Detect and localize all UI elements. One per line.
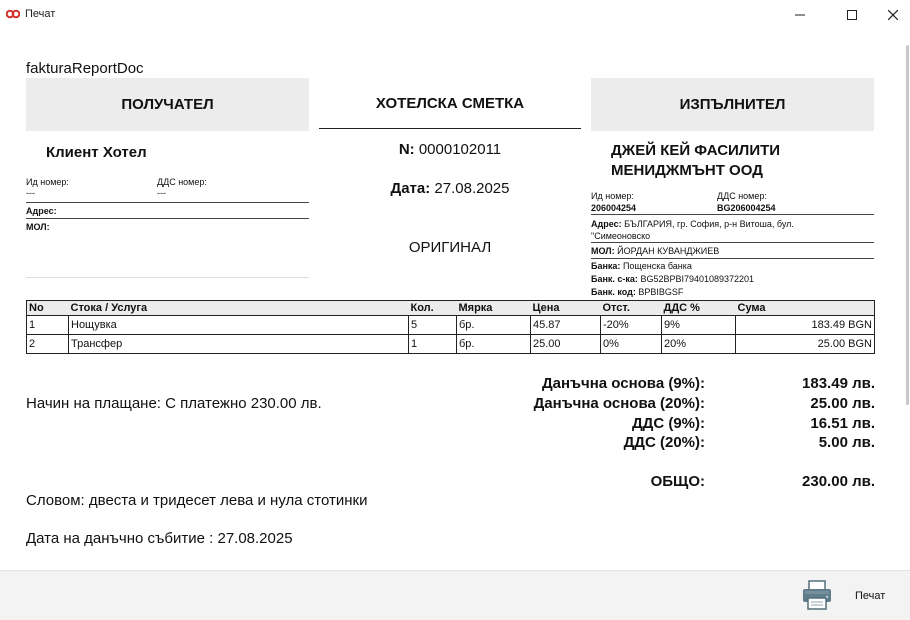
supplier-name: ДЖЕЙ КЕЙ ФАСИЛИТИ МЕНИДЖМЪНТ ООД [611,142,781,179]
print-button-label[interactable]: Печат [855,590,886,602]
supplier-bank [591,261,692,271]
invoice-date-label: Дата: [390,180,431,197]
column-header: Стока / Услуга [69,301,409,316]
vat-20-label: ДДС (20%): [623,434,705,451]
supplier-address [591,218,851,242]
items-table [26,300,875,354]
maximize-icon [847,10,857,20]
table-header-row [27,301,875,316]
divider [26,202,309,203]
table-cell: 45.87 [531,316,601,335]
divider [591,214,874,215]
table-cell: 1 [409,335,457,354]
invoice-number-value: 0000102011 [418,141,502,158]
column-header: ДДС % [662,301,736,316]
table-cell: -20% [601,316,662,335]
supplier-account-value: BG52BPBI79401089372201 [640,274,755,284]
copy-type: ОРИГИНАЛ [408,239,492,256]
maximize-button[interactable] [829,0,875,29]
recipient-header: ПОЛУЧАТЕЛ [26,78,309,131]
recipient-id-label: Ид номер: [26,177,69,187]
column-header: Мярка [457,301,531,316]
total-label: ОБЩО: [650,473,705,490]
recipient-vat-value: --- [157,188,166,198]
supplier-id-label: Ид номер: [591,191,634,201]
document-title: ХОТЕЛСКА СМЕТКА [375,95,525,112]
table-cell: 9% [662,316,736,335]
report-name: fakturaReportDoc [26,60,144,77]
supplier-address-value: БЪЛГАРИЯ, гр. София, р-н Витоша, бул. "Симеоновско [591,219,794,241]
invoice-date-value: 27.08.2025 [434,180,510,197]
recipient-vat-label: ДДС номер: [157,177,207,187]
supplier-header: ИЗПЪЛНИТЕЛ [591,78,874,131]
column-header: Сума [736,301,875,316]
table-cell: 25.00 BGN [736,335,875,354]
recipient-name: Клиент Хотел [46,144,147,161]
supplier-bank-code-value: BPBIBGSF [638,287,684,297]
total-value: 230.00 лв. [802,473,875,490]
invoice-number-label: N: [398,141,415,158]
recipient-address-label: Адрес: [26,206,57,216]
table-row [27,335,875,354]
supplier-id-value: 206004254 [591,203,637,213]
title-bar [0,0,910,29]
close-button[interactable] [870,0,910,29]
supplier-account [591,274,754,284]
supplier-account-label: Банк. с-ка: [591,274,638,284]
payment-method: Начин на плащане: С платежно 230.00 лв. [26,395,322,412]
table-cell: 0% [601,335,662,354]
supplier-address-label: Адрес: [591,219,622,229]
table-row [27,316,875,335]
app-logo-icon [6,9,20,19]
supplier-vat-value: BG206004254 [717,203,776,213]
vat-9-value: 16.51 лв. [810,415,875,432]
column-header: Отст. [601,301,662,316]
column-header: Цена [531,301,601,316]
table-cell: Нощувка [69,316,409,335]
recipient-mol-label: МОЛ: [26,222,50,232]
supplier-bank-code [591,287,683,297]
supplier-mol [591,246,719,256]
amount-in-words: Словом: двеста и тридесет лева и нула стотинки [26,492,368,509]
column-header: No [27,301,69,316]
supplier-bank-label: Банка: [591,261,621,271]
table-cell: 25.00 [531,335,601,354]
table-cell: Трансфер [69,335,409,354]
supplier-vat-label: ДДС номер: [717,191,767,201]
title-underline [319,128,581,129]
column-header: Кол. [409,301,457,316]
table-cell: бр. [457,335,531,354]
tax-base-20-value: 25.00 лв. [810,395,875,412]
printer-icon[interactable] [800,578,834,612]
supplier-mol-value: ЙОРДАН КУВАНДЖИЕВ [617,246,720,256]
supplier-bank-code-label: Банк. код: [591,287,636,297]
tax-base-9-label: Данъчна основа (9%): [541,375,705,392]
tax-base-20-label: Данъчна основа (20%): [533,395,705,412]
close-icon [888,10,898,20]
supplier-bank-value: Пощенска банка [622,261,692,271]
recipient-id-value: --- [26,188,35,198]
divider [26,277,309,278]
footer-bar [0,570,910,620]
invoice-date [319,180,581,197]
table-cell: 5 [409,316,457,335]
divider [591,242,874,243]
table-cell: 2 [27,335,69,354]
invoice-number [319,141,581,158]
divider [591,258,874,259]
tax-base-9-value: 183.49 лв. [802,375,875,392]
minimize-icon [795,10,805,20]
vat-9-label: ДДС (9%): [631,415,705,432]
table-cell: 20% [662,335,736,354]
supplier-mol-label: МОЛ: [591,246,615,256]
tax-event-date: Дата на данъчно събитие : 27.08.2025 [26,530,293,547]
invoice-document [0,29,905,570]
divider [26,218,309,219]
minimize-button[interactable] [777,0,823,29]
vertical-scrollbar[interactable] [906,45,909,405]
table-cell: 183.49 BGN [736,316,875,335]
vat-20-value: 5.00 лв. [818,434,875,451]
table-cell: бр. [457,316,531,335]
table-cell: 1 [27,316,69,335]
window-title: Печат [25,8,56,20]
